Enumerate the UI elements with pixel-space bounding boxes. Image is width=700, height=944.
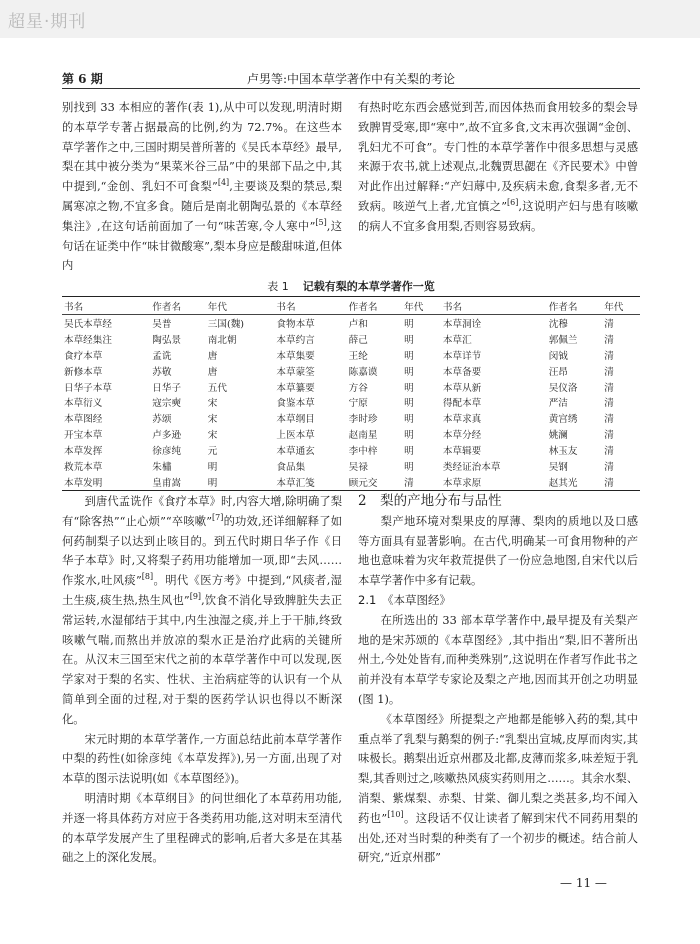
table-cell: 陶弘景: [152, 334, 182, 346]
paragraph: 有热时吃东西会感觉到苦,而因体热而食用较多的梨会导致脾胃受寒,即“寒中”,故不宜多食,文末再次强调“金创、乳妇尤不可食”。专门性的本草学著作中很多思想与灵感来源于农书,就上述观点,北魏贾思勰在《齐民要术》中曾对此作出过解释:“产妇蓐中,及疾病未愈,食梨多者,无不致病。咳逆气上者,尤宜慎之”[6],这说明产妇与患有咳嗽的病人不宜多食用梨,否则容易致病。: [358, 101, 639, 233]
header-cell: 书名: [440, 297, 546, 315]
table-cell: 元: [207, 446, 218, 458]
table-cell: 明: [404, 334, 414, 346]
herbal-works-table: [62, 296, 640, 491]
table-cell: 寇宗奭: [152, 398, 182, 410]
table-cell: 苏颂: [152, 414, 172, 426]
table-cell: 食品集: [276, 461, 306, 473]
table-header-row: [62, 297, 640, 315]
article-title: 卢男等:中国本草学著作中有关梨的考论: [246, 72, 456, 86]
table-cell: 卢多逊: [152, 430, 182, 442]
table-cell: 明: [404, 430, 414, 442]
table-row: [62, 474, 640, 490]
column-bottom-right: [358, 492, 638, 868]
table-cell: 清: [604, 350, 614, 362]
header-cell: 书名: [273, 297, 345, 315]
table-cell: 明: [207, 461, 218, 473]
table-cell: 清: [604, 334, 614, 346]
table-cell: 类经证治本草: [442, 461, 501, 473]
column-top-right: [358, 98, 638, 237]
table-cell: 上医本草: [276, 430, 315, 442]
table-cell: 本草约言: [276, 334, 315, 346]
table-cell: 本草通玄: [276, 446, 315, 458]
table-cell: 汪昂: [548, 366, 568, 378]
table-cell: 严洁: [548, 398, 568, 410]
table-cell: 宋: [207, 398, 218, 410]
table-caption: [62, 278, 640, 294]
table-cell: 救荒本草: [64, 461, 103, 473]
table-cell: 明: [207, 477, 218, 489]
table-cell: 本草备要: [442, 366, 482, 378]
table-cell: 李中梓: [348, 446, 378, 458]
table-cell: 本草集要: [276, 350, 315, 362]
table-cell: 本草汇笺: [276, 477, 315, 489]
section-heading: 2 梨的产地分布与品性: [358, 493, 502, 509]
table-cell: 本草纂要: [276, 382, 315, 394]
table-cell: 本草汇: [442, 334, 472, 346]
paragraph: 到唐代孟诜作《食疗本草》时,内容大增,除明确了梨有“除客热”“止心烦”“卒咳嗽”[7]的功效,还详细解释了如何药制梨子以达到止咳目的。到五代时期日华子作《日华子本草》时,又将梨子药用功能增加一项,即“去风……作浆水,吐风痰”[8]。明代《医方考》中提到,“风痰者,湿土生痰,痰生热,热生风也”[9],饮食不消化导致脾脏失去正常运转,水湿郁结于其中,内生浊湿之痰,并上于干肺,终致咳嗽气喘,而熬出并放凉的梨水正是治疗此病的关键所在。从汉末三国至宋代之前的本草学著作中可以发现,医学家对于梨的名实、性状、主治病症等的认识有一个从简单到全面的过程,对于梨的医药学认识也得以不断深化。: [62, 495, 342, 726]
table-row: [62, 394, 640, 410]
table-cell: 赵其光: [548, 477, 578, 489]
header-cell: 年代: [401, 297, 440, 315]
header-cell: 作者名: [149, 297, 205, 315]
header-cell: 年代: [205, 297, 274, 315]
table-row: [62, 458, 640, 474]
column-bottom-left: [62, 492, 342, 868]
table-cell: 吴仪洛: [548, 382, 578, 394]
table-cell: 清: [404, 477, 414, 489]
table-cell: 郭佩兰: [548, 334, 578, 346]
table-cell: 宁原: [348, 398, 368, 410]
table-cell: 皇甫嵩: [152, 477, 182, 489]
table-cell: 吴氏本草经: [64, 318, 112, 330]
table-cell: 沈穆: [548, 318, 568, 330]
table-cell: 吴钢: [548, 461, 568, 473]
table-cell: 明: [404, 366, 414, 378]
page-number: — 11 —: [560, 876, 607, 890]
paragraph: 明清时期《本草纲目》的问世细化了本草药用功能,并逐一将具体药方对应于各类药用功能,这对明末至清代的本草学发展产生了里程碑式的影响,后者大多是在其基础之上的深化发展。: [62, 791, 342, 865]
table-cell: 清: [604, 477, 614, 489]
table-cell: 本草辑要: [442, 446, 482, 458]
table-cell: 本草从新: [442, 382, 482, 394]
table-cell: 五代: [207, 382, 227, 394]
table-title: 记载有梨的本草学著作一览: [302, 280, 435, 293]
table-cell: 唐: [207, 350, 218, 362]
table-cell: 明: [404, 414, 414, 426]
table-cell: 朱橚: [152, 461, 172, 473]
table-cell: 清: [604, 461, 614, 473]
table-cell: 孟诜: [152, 350, 172, 362]
table-cell: 得配本草: [442, 398, 482, 410]
table-cell: 黄宫绣: [548, 414, 578, 426]
table-body: [62, 315, 640, 491]
table-cell: 徐彦纯: [152, 446, 182, 458]
table-cell: 方谷: [348, 382, 368, 394]
table-cell: 本草发明: [64, 477, 103, 489]
paragraph: 《本草图经》所提梨之产地都是能够入药的梨,其中重点举了乳梨与鹅梨的例子:“乳梨出宣城,皮厚而肉实,其味极长。鹅梨出近京州郡及北都,皮薄而浆多,味差短于乳梨,其香则过之,咳嗽热风痰实药则用之……。其余水梨、消梨、紫煤梨、赤梨、甘棠、御儿梨之类甚多,均不闻入药也”[10]。这段话不仅让读者了解到宋代不同药用梨的出处,还对当时梨的种类有了一个初步的概述。结合前人研究,“近京州郡”: [358, 712, 638, 865]
table-cell: 林玉友: [548, 446, 578, 458]
table-cell: 明: [404, 461, 414, 473]
table-cell: 本草蒙筌: [276, 366, 315, 378]
table-cell: 卢和: [348, 318, 368, 330]
table-cell: 食物本草: [276, 318, 315, 330]
table-cell: 食鉴本草: [276, 398, 315, 410]
brand-logo: 超星·期刊: [8, 12, 87, 32]
table-cell: 清: [604, 398, 614, 410]
table-cell: 清: [604, 430, 614, 442]
table-cell: 清: [604, 366, 614, 378]
table-row: [62, 426, 640, 442]
table-cell: 唐: [207, 366, 218, 378]
table-cell: 食疗本草: [64, 350, 103, 362]
table-cell: 三国(魏): [207, 318, 245, 330]
table-cell: 本草衍义: [64, 398, 103, 410]
table-cell: 本草经集注: [64, 334, 112, 346]
table-row: [62, 331, 640, 347]
table-row: [62, 363, 640, 379]
table-row: [62, 347, 640, 363]
table-row: [62, 379, 640, 395]
table-cell: 明: [404, 398, 414, 410]
table-cell: 明: [404, 382, 414, 394]
header-cell: 作者名: [546, 297, 602, 315]
issue-label: 第 6 期: [62, 72, 103, 86]
table-cell: 赵南星: [348, 430, 378, 442]
table-cell: 南北朝: [207, 334, 237, 346]
table-cell: 本草发挥: [64, 446, 103, 458]
table-cell: 宋: [207, 430, 218, 442]
table-cell: 清: [604, 382, 614, 394]
watermark-band: [0, 0, 700, 38]
table-cell: 日华子: [152, 382, 182, 394]
table-cell: 明: [404, 446, 414, 458]
table-cell: 吴禄: [348, 461, 368, 473]
table-cell: 闵钺: [548, 350, 568, 362]
table-cell: 本草纲目: [276, 414, 315, 426]
table-cell: 清: [604, 414, 614, 426]
header-cell: 作者名: [346, 297, 402, 315]
table-cell: 开宝本草: [64, 430, 103, 442]
table-cell: 清: [604, 446, 614, 458]
table-row: [62, 410, 640, 426]
table-cell: 本草求真: [442, 414, 482, 426]
header-cell: 年代: [601, 297, 640, 315]
paragraph: 梨产地环境对梨果皮的厚薄、梨肉的质地以及口感等方面具有显著影响。在古代,明确某一可食用物种的产地也意味着为灾年救荒提供了一份应急地图,自宋代以后本草学著作中多有记载。: [358, 514, 638, 588]
table-cell: 日华子本草: [64, 382, 112, 394]
table-cell: 清: [604, 318, 614, 330]
table-cell: 吴普: [152, 318, 172, 330]
table-row: [62, 315, 640, 331]
paragraph: 在所选出的 33 部本草学著作中,最早提及有关梨产地的是宋苏颂的《本草图经》,其中指出“梨,旧不著所出州土,今处处皆有,而种类殊别”,这说明在作者写作此书之前并没有本草学专家论及梨之产地,因而其开创之功明显(图 1)。: [358, 613, 638, 706]
paragraph: 别找到 33 本相应的著作(表 1),从中可以发现,明清时期的本草学专著占据最高的比例,约为 72.7%。在这些本草学著作之中,三国时期吴普所著的《吴氏本草经》最早,梨在其中被分类为“果菜米谷三品”中的果部下品之中,其中提到,“金创、乳妇不可食梨”[4],主要谈及梨的禁忌,梨属寒凉之物,不宜多食。随后是南北朝陶弘景的《本草经集注》,在这句话前面加了一句“味苦寒,令人寒中”[5],这句话在证类中作“味甘微酸寒”,梨本身应是酸甜味道,但体内: [62, 101, 342, 273]
column-top-left: [62, 98, 342, 276]
table-cell: 本草分经: [442, 430, 482, 442]
table-cell: 王纶: [348, 350, 368, 362]
table-cell: 本草求原: [442, 477, 482, 489]
table-cell: 薛己: [348, 334, 368, 346]
table-cell: 明: [404, 318, 414, 330]
table-cell: 苏敬: [152, 366, 172, 378]
table-cell: 新修本草: [64, 366, 103, 378]
paragraph: 宋元时期的本草学著作,一方面总结此前本草学著作中梨的药性(如徐彦纯《本草发挥》),另一方面,出现了对本草的图示法说明(如《本草图经》)。: [62, 732, 342, 786]
table-cell: 本草详节: [442, 350, 482, 362]
table-cell: 本草洞诠: [442, 318, 482, 330]
table-cell: 本草图经: [64, 414, 103, 426]
table-cell: 姚澜: [548, 430, 568, 442]
running-header: [62, 68, 640, 89]
table-number: 表 1: [267, 280, 289, 293]
table-cell: 宋: [207, 414, 218, 426]
table-cell: 李时珍: [348, 414, 378, 426]
table-cell: 陈嘉谟: [348, 366, 378, 378]
table-cell: 顾元交: [348, 477, 378, 489]
table-cell: 明: [404, 350, 414, 362]
table-row: [62, 442, 640, 458]
subsection-heading: 2.1 《本草图经》: [358, 592, 452, 607]
header-cell: 书名: [62, 297, 149, 315]
